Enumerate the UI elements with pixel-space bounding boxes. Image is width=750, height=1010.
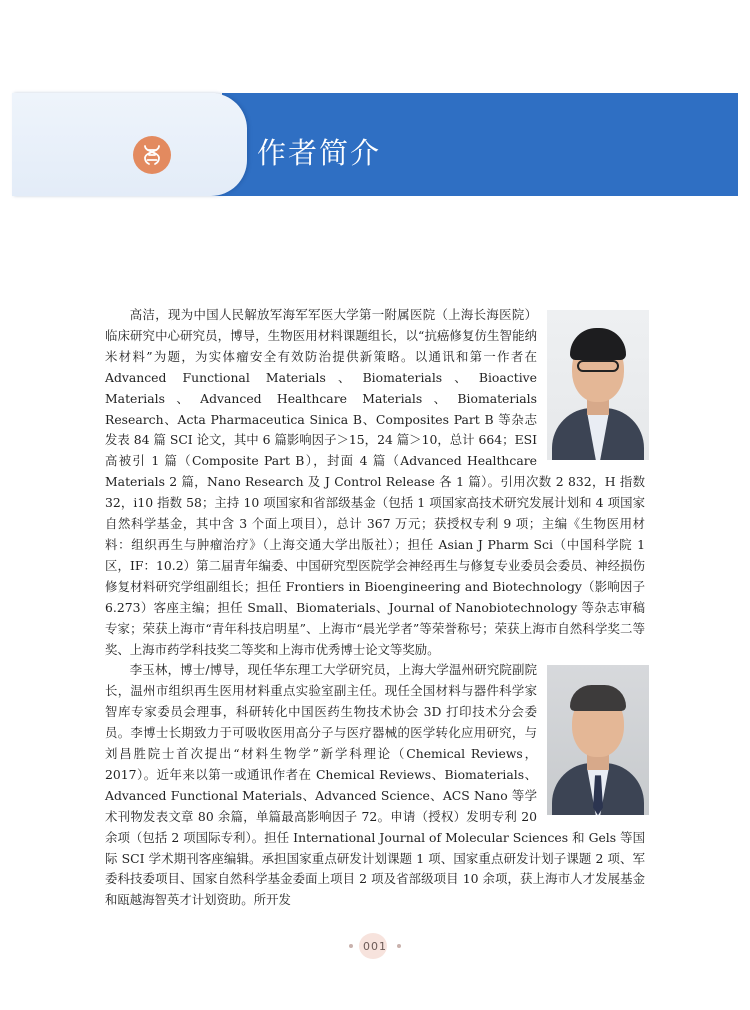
author-photo-1	[547, 310, 649, 460]
header-banner	[12, 93, 738, 196]
author-bios	[105, 305, 645, 911]
header-tab	[12, 93, 247, 196]
page-number	[343, 931, 407, 961]
author-bio-2	[105, 660, 645, 911]
dna-icon	[133, 136, 171, 174]
author-bio-text-2: 李玉林，博士/博导，现任华东理工大学研究员，上海大学温州研究院副院长，温州市组织再生医用材料重点实验室副主任。现任全国材料与器件科学家智库专家委员会理事，科研转化中国医药生物技术协会 3D 打印技术分会委员。李博士长期致力于可吸收医用高分子与医疗器械的医学转化应用研究，与刘昌胜院士首次提出“材料生物学”新学科理论（Chemical Reviews，2017）。近年来以第一或通讯作者在 Chemical Reviews、Biomaterials、Advanced Functional Materials、Advanced Science、ACS Nano 等学术刊物发表文章 80 余篇，单篇最高影响因子 72。申请（授权）发明专利 20 余项（包括 2 项国际专利）。担任 International Journal of Molecular Sciences 和 Gels 等国际 SCI 学术期刊客座编辑。承担国家重点研发计划课题 1 项、国家重点研发计划子课题 2 项、军委科技委项目、国家自然科学基金委面上项目 2 项及省部级项目 10 余项，获上海市人才发展基金和瓯越海智英才计划资助。所开发	[105, 662, 645, 908]
author-photo-2	[547, 665, 649, 815]
author-bio-text-1: 高洁，现为中国人民解放军海军军医大学第一附属医院（上海长海医院）临床研究中心研究员，博导，生物医用材料课题组长，以“抗癌修复仿生智能纳米材料”为题，为实体瘤安全有效防治提供新策略。以通讯和第一作者在 Advanced Functional Materials、Biomaterials、Bioactive Materials、Advanced Healthcare Materials、Biomaterials Research、Acta Pharmaceutica Sinica B、Composites Part B 等杂志发表 84 篇 SCI 论文，其中 6 篇影响因子＞15，24 篇＞10，总计 664；ESI 高被引 1 篇（Composite Part B），封面 4 篇（Advanced Healthcare Materials 2 篇，Nano Research 及 J Control Release 各 1 篇）。引用次数 2 832，H 指数 32，i10 指数 58；主持 10 项国家和省部级基金（包括 1 项国家高技术研究发展计划和 4 项国家自然科学基金，其中含 3 个面上项目），总计 367 万元；获授权专利 9 项；主编《生物医用材料：组织再生与肿瘤治疗》（上海交通大学出版社）；担任 Asian J Pharm Sci（中国科学院 1 区，IF：10.2）第二届青年编委、中国研究型医院学会神经再生与修复专业委员会委员、神经损伤修复材料研究学组副组长；担任 Frontiers in Bioengineering and Biotechnology（影响因子 6.273）客座主编；担任 Small、Biomaterials、Journal of Nanobiotechnology 等杂志审稿专家；荣获上海市“青年科技启明星”、上海市“晨光学者”等荣誉称号；荣获上海市自然科学奖二等奖、上海市药学科技奖二等奖和上海市优秀博士论文等奖励。	[105, 307, 645, 657]
section-title: 作者简介	[257, 136, 382, 170]
dna-icon-graphic	[140, 143, 164, 167]
page-number-text: 001	[363, 939, 387, 953]
author-bio-1	[105, 305, 645, 660]
